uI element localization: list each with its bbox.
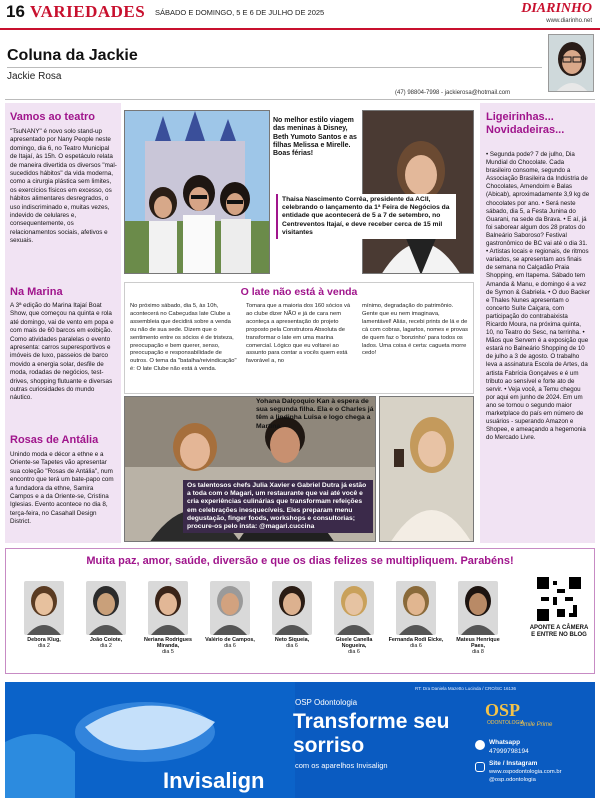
birthday-name: Debora Klug, xyxy=(27,637,61,643)
edition-date: SÁBADO E DOMINGO, 5 E 6 DE JULHO DE 2025 xyxy=(155,8,325,17)
newspaper-url[interactable]: www.diarinho.net xyxy=(546,18,592,24)
marina-heading: Na Marina xyxy=(10,286,63,298)
birthday-date: dia 2 xyxy=(38,643,50,650)
birthday-name: Mateus Henrique Paes, xyxy=(456,637,500,650)
birthday-date: dia 2 xyxy=(100,643,112,650)
theater-text: "TsuNANY" é novo solo stand-up apresentado por Nany People neste domingo, dia 6, no Teatro Municipal de Itajaí, às 15h. O espetáculo relata de maneira divertida os diversos "mal-sucedidos hábitos" da vida moderna, como a cirurgia plástica sem limites, os exercícios físicos em excesso, os hábitos alimentares desregrados, o uso indiscriminado e, muitas vezes, indevido de celulares e, consequentemente, os relacionamentos sociais, afetivos e sexuais. xyxy=(10,128,117,245)
birthday-date: dia 5 xyxy=(162,649,174,656)
osp-logo-sub: ODONTOLOGIA xyxy=(487,720,525,726)
contact-divider xyxy=(5,99,595,100)
birthday-date: dia 6 xyxy=(348,649,360,656)
disney-photo xyxy=(124,110,270,274)
iate-col-1: No próximo sábado, dia 5, às 10h, acontecerá no Cabeçudas late Clube a assembleia que decidirá sobre a venda ou não de sua sede. Dizem que o sentimento entre os sócios é de tristeza, preocupação e bem querer, senso, preocupação e responsabilidade de outros. O tema da "batalha/reivindicação" é: O late Clube não está à venda. xyxy=(130,303,237,373)
birthday-person xyxy=(450,581,506,671)
birthday-name: Gisele Canella Nogueira, xyxy=(335,637,373,650)
qr-label: APONTE A CÂMERA E ENTRE NO BLOG xyxy=(529,625,589,638)
birthday-photo xyxy=(24,581,64,635)
ligeirinhas-heading: Ligeirinhas... Novidadeiras... xyxy=(486,111,565,136)
birthday-photo xyxy=(458,581,498,635)
birthday-photo xyxy=(396,581,436,635)
iate-title: O late não está à venda xyxy=(240,286,358,298)
ad-headline-2: sorriso xyxy=(293,734,365,757)
birthday-person xyxy=(264,581,320,671)
birthday-person xyxy=(326,581,382,671)
birthday-photo xyxy=(210,581,250,635)
osp-tagline: Smile Prime xyxy=(520,722,553,728)
osp-logo: OSP xyxy=(485,700,521,720)
iate-col-3: mínimo, degradação do patrimônio. Gente que eu nem imaginava, lamentável! Aliás, recebi prints de lá e de cá com cobras, lagartos, nomes e provas de quem faz o 'bonzinho' para todos os lados. Uma coisa é certa: cagueta morre cedo! xyxy=(362,303,469,357)
birthday-date: dia 8 xyxy=(472,649,484,656)
birthday-name: Fernanda Rodi Eicke, xyxy=(388,637,444,643)
birthday-name: João Coiote, xyxy=(89,637,123,643)
section-title: VARIEDADES xyxy=(30,2,146,21)
whatsapp-label: Whatsapp xyxy=(489,739,521,746)
birthday-name: Valério de Campos, xyxy=(205,637,255,643)
yohana-caption: Yohana Dalçoquio Kan à espera de sua segunda filha. Ela e o Charles já têm a lindinha Luisa e logo chega a Martina xyxy=(256,398,374,430)
left-sidebar xyxy=(5,103,121,543)
osp-ad[interactable] xyxy=(5,682,595,798)
thaisa-caption: Thaisa Nascimento Corrêa, presidente da ACII, celebrando o lançamento da 1ª Feira de Negócios da entidade que acontecerá de 5 a 7 de setembro, no Centreventos Itajaí, e deve receber cerca de 15 mil visitantes xyxy=(276,194,456,239)
page-number: 16 xyxy=(6,2,25,21)
whatsapp-number[interactable]: 47999798194 xyxy=(489,748,529,755)
birthday-date: dia 6 xyxy=(286,643,298,650)
birthday-photo xyxy=(148,581,188,635)
birthday-date: dia 6 xyxy=(410,643,422,650)
ad-brand: OSP Odontologia xyxy=(295,698,358,707)
right-sidebar xyxy=(480,103,595,543)
instagram-icon xyxy=(475,762,485,772)
birthday-name: Neriana Rodrigues Miranda, xyxy=(144,637,192,650)
page-header xyxy=(0,0,600,30)
column-title: Coluna da Jackie xyxy=(7,47,138,64)
birthdays-section xyxy=(5,548,595,674)
birthday-list xyxy=(16,581,506,671)
birthday-person xyxy=(78,581,134,671)
birthday-photo xyxy=(334,581,374,635)
whatsapp-icon xyxy=(475,740,485,750)
qr-code-icon[interactable] xyxy=(537,577,581,621)
column-contact: (47) 98804-7998 - jackierosa@hotmail.com xyxy=(395,90,511,96)
title-divider xyxy=(7,67,542,68)
instagram-handle[interactable]: @osp.odontologia xyxy=(489,777,536,783)
rosas-text: Unindo moda e décor a ethne e a Oriente-se Tapetes vão apresentar sua coleção "Rosas de Antália", num encontro que terá um bate-papo com a fundadora da ethne, Samira Campos e a da Oriente-se, Cristina Iglesias. Evento acontece no dia 8, terça-feira, no Casahall Design District. xyxy=(10,451,114,526)
birthday-date: dia 6 xyxy=(224,643,236,650)
marina-text: A 3ª edição do Marina Itajaí Boat Show, que começou na quinta e rola até domingo, vai de vento em popa e com mais de 60 barcos em exibição. Como atividades paralelas o evento apresenta: carros superesportivos e imóveis de luxo, passeios de barco movido a energia solar, desfile de moda, rodadas de negócios, test-drives, shopping flutuante e diversas outras curiosidades do mundo náutico. xyxy=(10,302,114,402)
ad-rt: RT: Dra Daniela Mazetto Lucinda / CRO/SC 16136 xyxy=(415,686,516,691)
birthday-person xyxy=(16,581,72,671)
theater-heading: Vamos ao teatro xyxy=(10,111,95,123)
birthday-photo xyxy=(86,581,126,635)
birthday-person xyxy=(140,581,196,671)
author-photo xyxy=(548,34,594,92)
invisalign-wordmark: Invisalign xyxy=(163,768,265,793)
ad-subline: com os aparelhos Invisalign xyxy=(295,761,388,770)
rosas-heading: Rosas de Antália xyxy=(10,434,99,446)
disney-caption: No melhor estilo viagem das meninas à Disney, Beth Yumoto Santos e as filhas Melissa e Mirelle. Boas férias! xyxy=(273,117,357,158)
newspaper-logo[interactable]: DIARINHO xyxy=(521,1,592,16)
column-author: Jackie Rosa xyxy=(7,71,62,82)
birthday-person xyxy=(202,581,258,671)
site-url[interactable]: www.ospodontologia.com.br xyxy=(489,769,562,775)
birthday-photo xyxy=(272,581,312,635)
birthday-name: Neto Siqueia, xyxy=(274,637,310,643)
yohana-photo xyxy=(379,396,474,542)
site-label: Site / Instagram xyxy=(489,760,538,767)
iate-col-2: Tomara que a maioria dos 160 sócios vá ao clube dizer NÃO e já de cara nem aconteça a apresentação do projeto proposto pela Construtora Absoluta de transformar o late em uma marina comercial. Lógico que eu voltarei ao assunto para contar a vocês quem está favorável a, no xyxy=(246,303,351,365)
birthdays-title: Muita paz, amor, saúde, diversão e que os dias felizes se multipliquem. Parabéns! xyxy=(86,555,514,567)
birthday-person xyxy=(388,581,444,671)
iate-article xyxy=(124,282,474,394)
thaisa-photo xyxy=(362,110,474,274)
ad-headline-1: Transforme seu xyxy=(293,710,450,733)
ligeirinhas-text: • Segunda pode? 7 de julho, Dia Mundial do Chocolate. Cada brasileiro consome, segundo a Associação Brasileira da Indústria de Chocolates, Amendoim e Balas (Abicab), aproximadamente 3,9 kg de chocolates por ano. • Será neste sábado, dia 5, a Festa Junina do Guarani, na sede da Brava. • E aí, já foi saborear algum dos 28 pratos do Balneário Saboroso? Festival gastronômico de BC vai até o dia 31. • Artistas locais e regionais, de ritmos variados, se apresentam aos finais de semana no Calçadão Praia Shopping, em Itapema. Sábado tem Amanda & Manu, e domingo é a vez de Symon & Gabriela. • O duo Backer e Thales Nunes apresentam o concerto Suíte Caiçara, com participação do contrabaixista Ricardo Moura, na próxima quinta, 10, no Teatro do Sesc, na terrinha. • Mãos que Servem é a exposição que estará no Balneário Shopping de 10 de julho a 3 de agosto. O trabalho leva a assinatura Escola de Artes, da artista Fabrícia Gonçalves e é um tributo ao sensível e forte ato de servir. • Veja você, a Temu chegou por aqui em junho de 2024. Em um ano se tornou o segundo maior marketplace do país em número de usuários - superando Amazon e Shopee, e ameaçando a hegemonia do Mercado Livre. xyxy=(486,151,590,442)
chefs-caption: Os talentosos chefs Julia Xavier e Gabriel Dutra já estão a toda com o Magari, um restaurante que vai até você e cria experiências culinárias que transformam refeições em celebrações inesquecíveis. Eles preparam menu degustação, finger foods, workshops e consultorias; procure-os pelo insta: @magari.cuccina xyxy=(183,480,373,533)
